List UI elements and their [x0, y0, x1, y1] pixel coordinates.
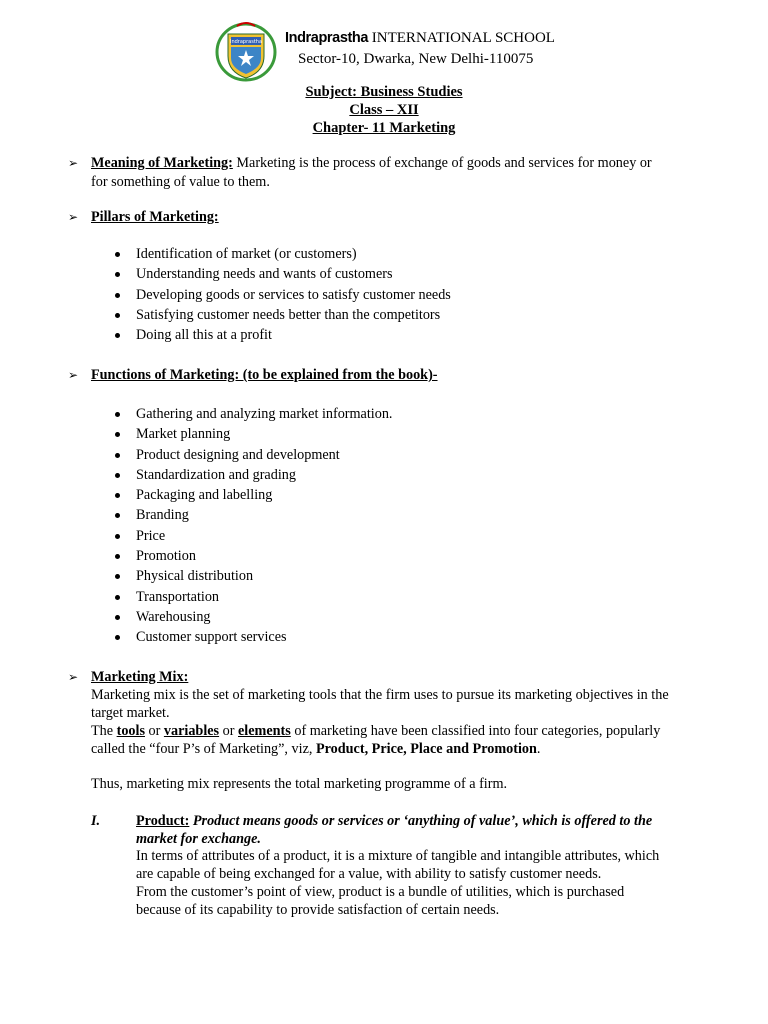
product-para-line: because of its capability to provide satisfaction of certain needs.	[136, 902, 500, 918]
list-item: Identification of market (or customers)	[112, 244, 451, 264]
mix-variables: variables	[163, 723, 220, 739]
list-item: Branding	[112, 505, 392, 525]
list-item: Developing goods or services to satisfy customer needs	[112, 285, 451, 305]
meaning-text-continued: for something of value to them.	[91, 174, 270, 190]
list-item: Standardization and grading	[112, 465, 392, 485]
mix-or: or	[144, 723, 164, 739]
functions-list	[112, 404, 392, 648]
pillars-list	[112, 244, 451, 345]
school-address: Sector-10, Dwarka, New Delhi-110075	[298, 51, 534, 67]
meaning-text: Marketing is the process of exchange of goods and services for money or	[232, 155, 652, 171]
school-title	[285, 28, 555, 48]
arrow-bullet-icon: ➢	[68, 670, 79, 684]
list-item: Transportation	[112, 587, 392, 607]
mix-heading: Marketing Mix:	[91, 669, 189, 685]
functions-heading: Functions of Marketing: (to be explained from the book)-	[91, 367, 438, 383]
mix-line-1: Marketing mix is the set of marketing tools that the firm uses to pursue its marketing objectives in the	[91, 687, 669, 703]
arrow-bullet-icon: ➢	[68, 210, 79, 224]
arrow-bullet-icon: ➢	[68, 368, 79, 382]
logo-lettering: Indraprastha	[229, 39, 263, 45]
list-item: Product designing and development	[112, 445, 392, 465]
list-item: Satisfying customer needs better than the competitors	[112, 305, 451, 325]
product-para-line: From the customer’s point of view, product is a bundle of utilities, which is purchased	[136, 884, 625, 900]
mix-line-4	[91, 739, 540, 759]
class-title: Class – XII	[349, 102, 419, 118]
product-definition-continued: market for exchange.	[136, 831, 261, 847]
list-item: Price	[112, 526, 392, 546]
mix-the: The	[91, 723, 117, 739]
list-item: Customer support services	[112, 627, 392, 647]
arrow-bullet-icon: ➢	[68, 156, 79, 170]
product-para-line: are capable of being exchanged for a value, with ability to satisfy customer needs.	[136, 866, 602, 882]
subject-title: Subject: Business Studies	[305, 84, 463, 100]
mix-line-2: target market.	[91, 705, 170, 721]
school-crest-logo	[215, 20, 277, 82]
mix-period: .	[536, 741, 541, 757]
list-item: Doing all this at a profit	[112, 325, 451, 345]
list-item: Warehousing	[112, 607, 392, 627]
product-para-line: In terms of attributes of a product, it is a mixture of tangible and intangible attributes, which	[136, 848, 660, 864]
roman-numeral: I.	[91, 813, 101, 829]
list-item: Promotion	[112, 546, 392, 566]
product-label: Product:	[136, 813, 190, 829]
meaning-heading: Meaning of Marketing:	[91, 155, 233, 171]
school-name: Indraprastha	[285, 30, 369, 46]
school-suffix: INTERNATIONAL SCHOOL	[368, 30, 555, 46]
mix-line-3	[91, 721, 660, 741]
list-item: Physical distribution	[112, 566, 392, 586]
mix-or: or	[219, 723, 238, 739]
mix-rest: of marketing have been classified into four categories, popularly	[290, 723, 661, 739]
meaning-line	[91, 153, 652, 173]
mix-summary: Thus, marketing mix represents the total marketing programme of a firm.	[91, 776, 508, 792]
mix-tools: tools	[116, 723, 145, 739]
list-item: Understanding needs and wants of customers	[112, 264, 451, 284]
chapter-title: Chapter- 11 Marketing	[312, 120, 456, 136]
list-item: Packaging and labelling	[112, 485, 392, 505]
mix-called: called the “four P’s of Marketing”, viz,	[91, 741, 316, 757]
product-definition-line	[136, 811, 652, 831]
mix-four-ps: Product, Price, Place and Promotion	[315, 741, 537, 757]
list-item: Gathering and analyzing market information.	[112, 404, 392, 424]
pillars-heading: Pillars of Marketing:	[91, 209, 219, 225]
list-item: Market planning	[112, 424, 392, 444]
product-definition: Product means goods or services or ‘anything of value’, which is offered to the	[189, 813, 653, 829]
mix-elements: elements	[238, 723, 291, 739]
